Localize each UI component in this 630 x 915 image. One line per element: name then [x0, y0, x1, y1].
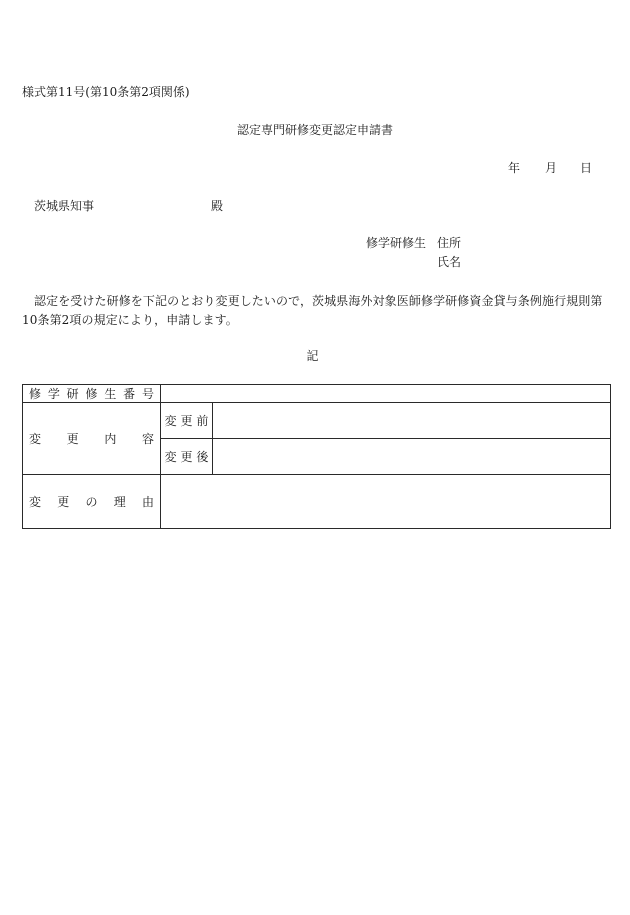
table-row-student-number — [23, 385, 611, 403]
student-number-label-cell — [23, 385, 161, 403]
date-year-label: 年 — [508, 161, 521, 175]
applicant-name-label: 氏名 — [437, 255, 462, 269]
date-day-label: 日 — [580, 161, 593, 175]
ki-heading: 記 — [306, 349, 319, 363]
change-record-table — [22, 384, 611, 529]
table-row-reason — [23, 475, 611, 529]
addressee-honorific: 殿 — [211, 199, 224, 213]
before-change-label-cell: 変 更 前 — [161, 403, 213, 439]
applicant-address-label: 住所 — [437, 236, 462, 250]
change-content-label-cell — [23, 403, 161, 475]
student-number-value-cell[interactable] — [161, 385, 611, 403]
date-month-label: 月 — [545, 161, 558, 175]
addressee-name: 茨城県知事 — [34, 199, 95, 213]
reason-value-cell[interactable] — [161, 475, 611, 529]
after-change-label-cell: 変 更 後 — [161, 439, 213, 475]
reason-label: 変 更 の 理 由 — [29, 495, 154, 509]
student-number-label: 修 学 研 修 生 番 号 — [29, 387, 154, 401]
document-title: 認定専門研修変更認定申請書 — [236, 123, 393, 137]
applicant-role-label: 修学研修生 — [366, 236, 427, 250]
table-row-before-change — [23, 403, 611, 439]
form-number: 様式第11号(第10条第2項関係) — [22, 85, 190, 99]
reason-label-cell — [23, 475, 161, 529]
before-change-value-cell[interactable] — [213, 403, 611, 439]
application-body-text: 認定を受けた研修を下記のとおり変更したいので，茨城県海外対象医師修学研修資金貸与条例施行規則第10条第2項の規定により，申請します。 — [22, 294, 603, 327]
change-content-label: 変 更 内 容 — [29, 432, 154, 446]
after-change-value-cell[interactable] — [213, 439, 611, 475]
